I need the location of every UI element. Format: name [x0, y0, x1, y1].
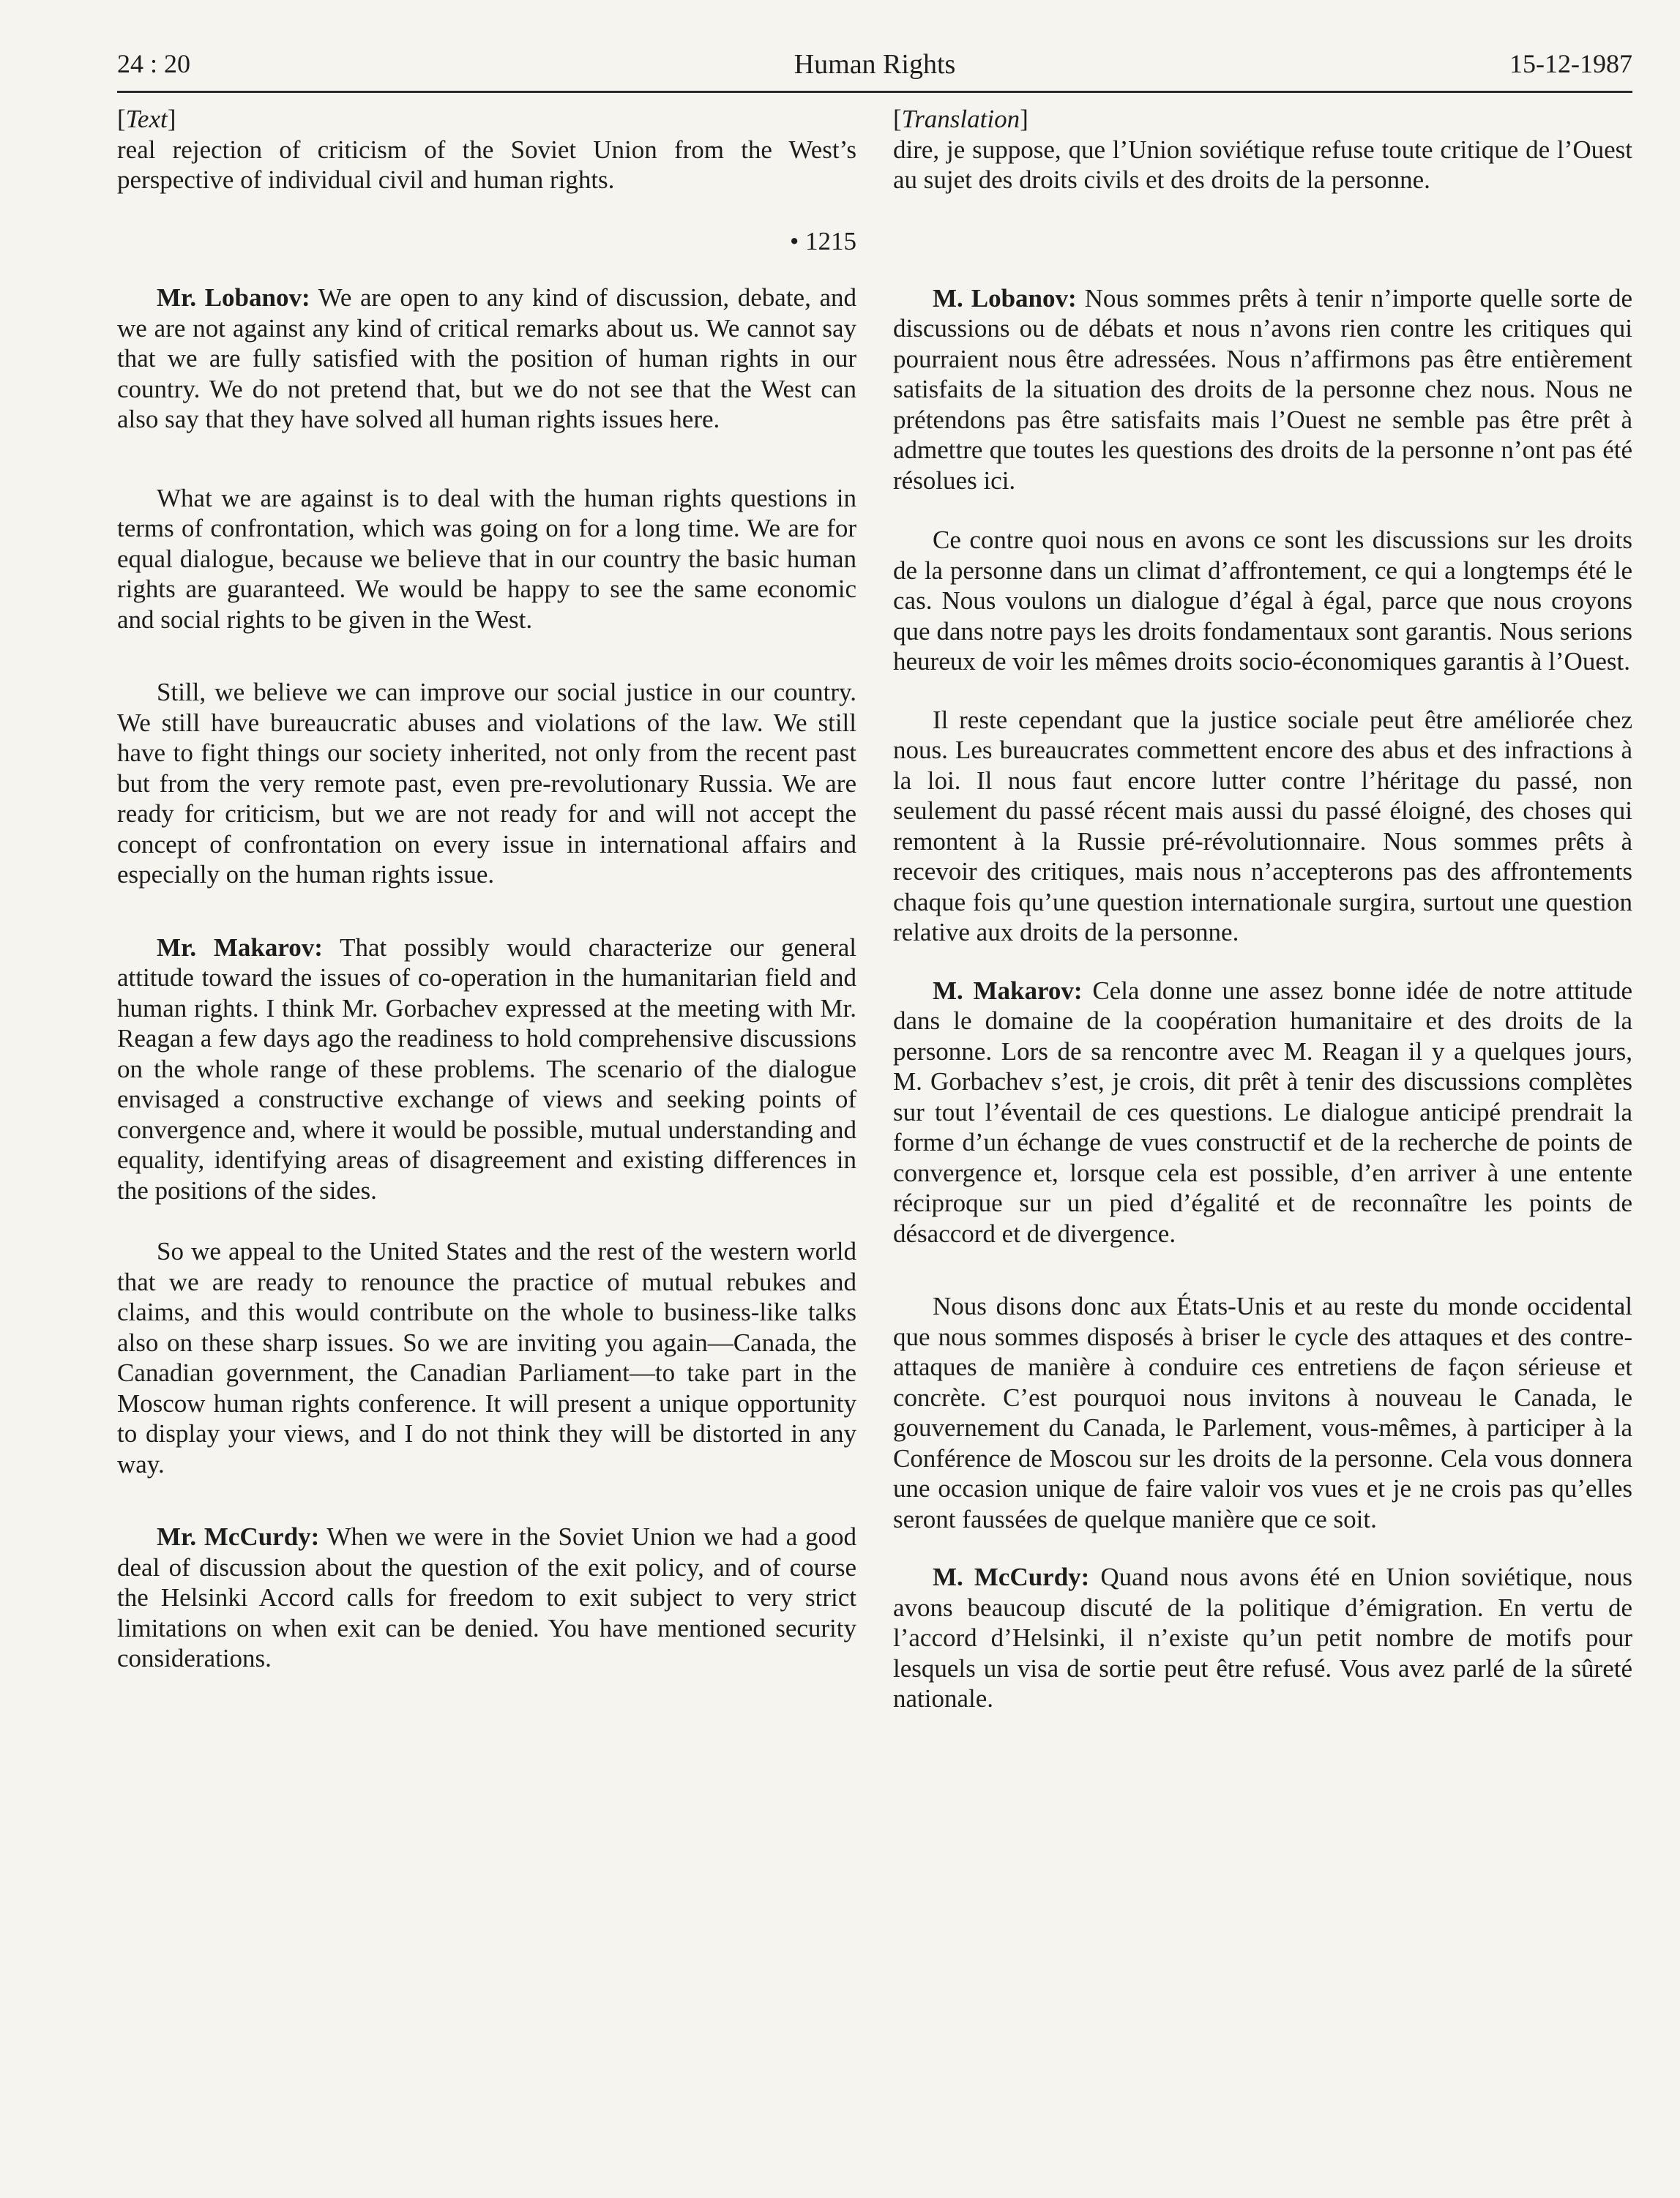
paragraph-text: Still, we believe we can improve our social justice in our country. We still have bureaucratic abuses and violations of the law. We still have to fight things our society inherited, not only from the recent past but from the very remote past, even pre-revolutionary Russia. We are ready for criticism, but we are not ready for and will not accept the concept of confrontation on every issue in international affairs and especially on the human rights issue. [117, 678, 856, 889]
paragraph-text: We are open to any kind of discussion, debate, and we are not against any kind of critical remarks about us. We cannot say that we are fully satisfied with the position of human rights in our country. We do not pretend that, but we do not see that the West can also say that they have solved all human rights issues here. [117, 283, 856, 433]
speaker-name: M. McCurdy: [933, 1563, 1090, 1591]
paragraph-text: Nous disons donc aux États-Unis et au reste du monde occidental que nous sommes disposés à briser le cycle des attaques et des contre-attaques de manière à conduire ces entretiens de façon sérieuse et concrète. C’est pourquoi nous invitons à nouveau le Canada, le gouvernement du Canada, le Parlement, vous-mêmes, à participer à la Conférence de Moscou sur les droits de la personne. Cela vous donnera une occasion unique de faire valoir vos vues et je ne crois pas qu’elles seront faussées de quelque manière que ce soit. [893, 1292, 1632, 1533]
paragraph-text: So we appeal to the United States and the rest of the western world that we are ready to renounce the practice of mutual rebukes and claims, and this would contribute on the whole to business-like talks also on these sharp issues. So we are inviting you again—Canada, the Canadian government, the Canadian Parliament—to take part in the Moscow human rights conference. It will present a unique opportunity to display your views, and I do not think they will be distorted in any way. [117, 1237, 856, 1479]
column-label: [ Text ] [117, 104, 856, 135]
paragraph [117, 483, 856, 635]
paragraph [893, 976, 1632, 1249]
text-column [117, 104, 856, 1674]
paragraph [117, 1522, 856, 1674]
speaker-name: M. Makarov: [933, 976, 1083, 1005]
page-title: Human Rights [794, 49, 956, 80]
paragraph [117, 135, 856, 195]
column-label: [ Translation ] [893, 104, 1632, 135]
paragraph [117, 677, 856, 890]
paragraph-text: dire, je suppose, que l’Union soviétique refuse toute critique de l’Ouest au sujet des droits civils et des droits de la personne. [893, 135, 1632, 194]
header-rule [117, 91, 1632, 93]
paragraph [117, 932, 856, 1206]
speaker-name: Mr. McCurdy: [157, 1522, 320, 1551]
paragraph-text: When we were in the Soviet Union we had a good deal of discussion about the question of the exit policy, and of course the Helsinki Accord calls for freedom to exit subject to very strict limitations on when exit can be denied. You have mentioned security considerations. [117, 1522, 856, 1672]
paragraph-text: That possibly would characterize our general attitude toward the issues of co-operation in the humanitarian field and human rights. I think Mr. Gorbachev expressed at the meeting with Mr. Reagan a few days ago the readiness to hold comprehensive discussions on the whole range of these problems. The scenario of the dialogue envisaged a constructive exchange of views and seeking points of convergence and, where it would be possible, mutual understanding and equality, identifying areas of disagreement and existing differences in the positions of the sides. [117, 932, 856, 1205]
paragraph-text: What we are against is to deal with the human rights questions in terms of confrontation, which was going on for a long time. We are for equal dialogue, because we believe that in our country the basic human rights are guaranteed. We would be happy to see the same economic and social rights to be given in the West. [117, 483, 856, 634]
paragraph-text: Nous sommes prêts à tenir n’importe quelle sorte de discussions ou de débats et nous n’avons rien contre les critiques qui pourraient nous être adressées. Nous n’affirmons pas être entièrement satisfaits de la situation des droits de la personne chez nous. Nous ne prétendons pas être satisfaits mais l’Ouest ne semble pas être prêt à admettre que toutes les questions des droits de la personne n’ont pas été résolues ici. [893, 283, 1632, 495]
paragraph [893, 1291, 1632, 1534]
time-marker: • 1215 [789, 226, 856, 255]
paragraph-text: Quand nous avons été en Union soviétique, nous avons beaucoup discuté de la politique d’émigration. En vertu de l’accord d’Helsinki, il n’existe qu’un petit nombre de motifs pour lesquels un visa de sortie peut être refusé. Vous avez parlé de la sûreté nationale. [893, 1563, 1632, 1713]
translation-column [893, 104, 1632, 1714]
speaker-name: M. Lobanov: [933, 283, 1077, 313]
paragraph [893, 283, 1632, 496]
paragraph-text: Cela donne une assez bonne idée de notre attitude dans le domaine de la coopération humanitaire et des droits de la personne. Lors de sa rencontre avec M. Reagan il y a quelques jours, M. Gorbachev s’est, je crois, dit prêt à tenir des discussions complètes sur tout l’éventail de ces questions. Le dialogue anticipé prendrait la forme d’un échange de vues constructif et de la recherche de points de convergence et, lorsque cela est possible, d’en arriver à une entente réciproque sur un pied d’égalité et de reconnaître les points de désaccord et de divergence. [893, 976, 1633, 1248]
paragraph-text: real rejection of criticism of the Soviet Union from the West’s perspective of individual civil and human rights. [117, 135, 856, 194]
paragraph [117, 283, 856, 435]
paragraph [893, 1562, 1632, 1714]
paragraph [893, 135, 1632, 195]
speaker-name: Mr. Lobanov: [157, 283, 310, 312]
page-header [117, 48, 1632, 86]
paragraph [893, 705, 1632, 948]
paragraph [117, 1236, 856, 1479]
paragraph-text: Ce contre quoi nous en avons ce sont les discussions sur les droits de la personne dans un climat d’affrontement, ce qui a longtemps été le cas. Nous voulons un dialogue d’égal à égal, parce que nous croyons que dans notre pays les droits fondamentaux sont garantis. Nous serions heureux de voir les mêmes droits socio-économiques garantis à l’Ouest. [893, 526, 1632, 676]
speaker-name: Mr. Makarov: [157, 932, 323, 962]
paragraph [893, 525, 1632, 677]
page-date: 15-12-1987 [1509, 49, 1632, 78]
paragraph-text: Il reste cependant que la justice sociale peut être améliorée chez nous. Les bureaucrates commettent encore des abus et des infractions à la loi. Il nous faut encore lutter contre l’héritage du passé, non seulement du passé récent mais aussi du passé éloigné, des choses qui remontent à la Russie pré-révolutionnaire. Nous sommes prêts à recevoir des critiques, mais nous n’accepterons pas des affrontements chaque fois qu’une question internationale surgira, surtout une question relative aux droits de la personne. [893, 705, 1632, 946]
page-number: 24 : 20 [117, 49, 191, 78]
